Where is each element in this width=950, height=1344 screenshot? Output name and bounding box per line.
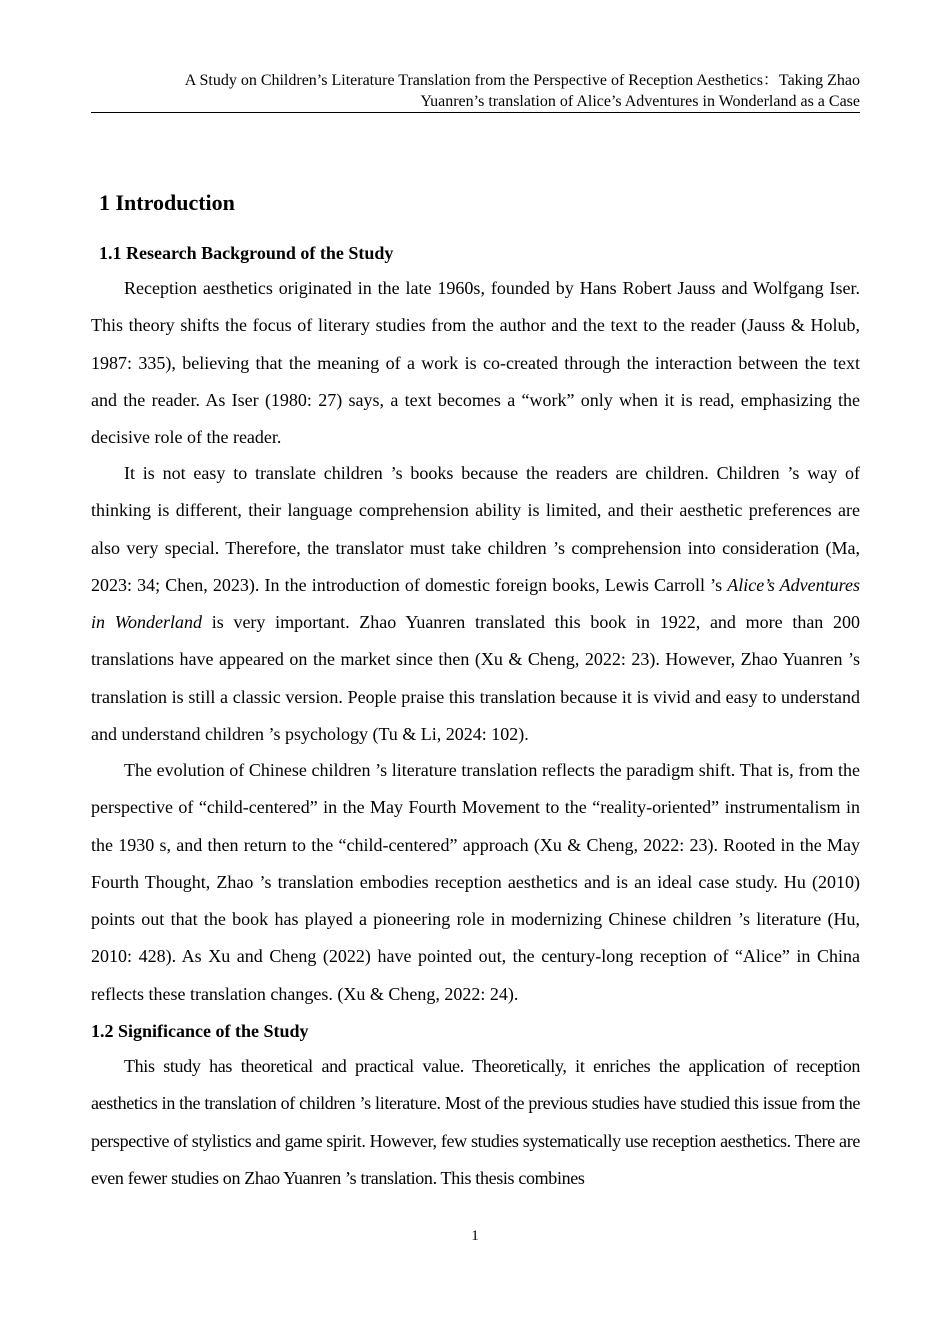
paragraph-significance: This study has theoretical and practical value. Theoretically, it enriches the application of reception aesthetics in the translation of children ’s literature. Most of the previous studies have studied this issue from the perspective of stylistics and game spirit. However, few studies systematically use reception aesthetics. There are even fewer studies on Zhao Yuanren ’s translation. This thesis combines [91, 1056, 860, 1188]
section-heading-introduction: 1 Introduction [99, 190, 235, 215]
book-title-italic: Alice’s Adventures in Wonderland [91, 574, 860, 633]
paragraph-text: It is not easy to translate children ’s books because the readers are children. Children ’s way of thinking is different, their language comprehension ability is limited, and their aesthetic preferences are also very special. Therefore, the translator must take children ’s comprehension into consideration (Ma, 2023: 34; Chen, 2023). In the introduction of domestic foreign books, Lewis Carroll ’s [91, 463, 860, 595]
paragraph-text: is very important. Zhao Yuanren translated this book in 1922, and more than 200 translations have appeared on the market since then (Xu & Cheng, 2022: 23). However, Zhao Yuanren ’s translation is still a classic version. People praise this translation because it is vivid and easy to understand and understand children ’s psychology (Tu & Li, 2024: 102). [91, 612, 860, 745]
running-header-line-1: A Study on Children’s Literature Translation from the Perspective of Reception Aesthetics：Taking Zhao [184, 72, 860, 89]
page-number: 1 [471, 1228, 479, 1244]
running-header-line-2: Yuanren’s translation of Alice’s Adventures in Wonderland as a Case [420, 93, 860, 110]
paragraph-reception-aesthetics: Reception aesthetics originated in the late 1960s, founded by Hans Robert Jauss and Wolfgang Iser. This theory shifts the focus of literary studies from the author and the text to the reader (Jauss & Holub, 1987: 335), believing that the meaning of a work is co-created through the interaction between the text and the reader. As Iser (1980: 27) says, a text becomes a “work” only when it is read, emphasizing the decisive role of the reader. [91, 278, 860, 448]
subsection-heading-research-background: 1.1 Research Background of the Study [99, 243, 394, 263]
paragraph-translation-evolution: The evolution of Chinese children ’s literature translation reflects the paradigm shift. That is, from the perspective of “child-centered” in the May Fourth Movement to the “reality-oriented” instrumentalism in the 1930 s, and then return to the “child-centered” approach (Xu & Cheng, 2022: 23). Rooted in the May Fourth Thought, Zhao ’s translation embodies reception aesthetics and is an ideal case study. Hu (2010) points out that the book has played a pioneering role in modernizing Chinese children ’s literature (Hu, 2010: 428). As Xu and Cheng (2022) have pointed out, the century-long reception of “Alice” in China reflects these translation changes. (Xu & Cheng, 2022: 24). [91, 760, 860, 1004]
paragraph-translating-childrens-books [91, 455, 860, 753]
subsection-heading-significance: 1.2 Significance of the Study [91, 1021, 309, 1041]
header-rule [91, 112, 860, 113]
running-header [91, 70, 860, 112]
